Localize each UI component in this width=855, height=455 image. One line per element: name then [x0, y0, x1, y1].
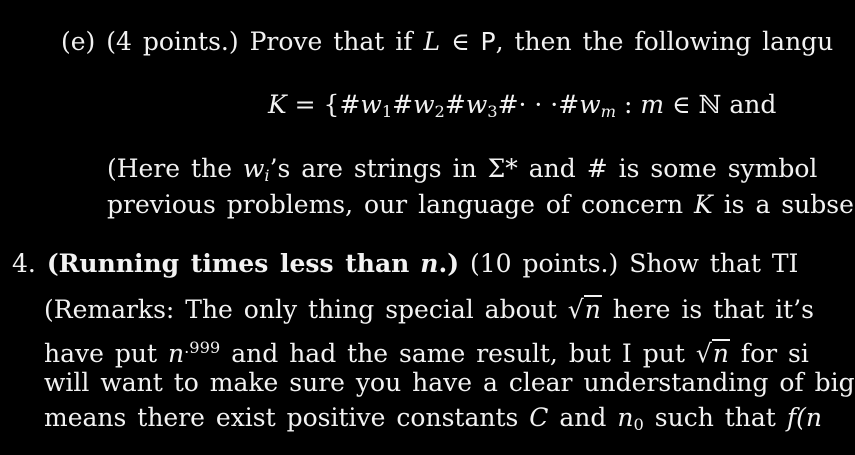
problem-4-title-end: .) — [438, 249, 460, 278]
sqrt-symbol-icon: √ — [695, 338, 712, 368]
remarks-l1-b: here is that it’s — [612, 295, 814, 324]
remarks-l2-c: for si — [740, 338, 809, 368]
note-line2-a: previous problems, our language of concern — [107, 190, 684, 219]
note-line2-b: is a subse — [723, 190, 854, 219]
eq-hash-1: # — [339, 90, 361, 119]
remarks-l4-n0: n — [617, 403, 634, 432]
eq-wm: w — [579, 90, 601, 119]
note-sub-i: i — [264, 166, 270, 186]
language-K-equation — [268, 90, 776, 127]
sqrt-n-1-radicand: n — [584, 295, 601, 324]
note-line-2 — [107, 190, 854, 220]
eq-equals-brace: = { — [294, 90, 340, 119]
remarks-l4-C: C — [529, 403, 549, 432]
sqrt-n-2 — [696, 339, 730, 369]
note-open: (Here the — [107, 154, 232, 183]
eq-sub-1: 1 — [381, 102, 393, 122]
remarks-line-3 — [44, 368, 855, 398]
remarks-l4-b: such that — [654, 403, 776, 432]
eq-w3: w — [465, 90, 488, 119]
math-class-P: P — [480, 27, 496, 56]
remarks-l4-a: means there exist positive constants — [44, 403, 519, 432]
eq-m: m — [640, 90, 665, 119]
note-wi: w — [242, 154, 265, 183]
remarks-line-4 — [44, 403, 822, 440]
remarks-l4-f: f — [786, 403, 797, 432]
remarks-l1-a: (Remarks: The only thing special about — [44, 295, 557, 324]
remarks-line-1 — [44, 295, 814, 325]
remarks-l4-and: and — [559, 403, 607, 432]
problem-4-heading — [12, 249, 798, 279]
remarks-l4-sub0: 0 — [633, 415, 644, 435]
remarks-l2-a: have put — [44, 338, 158, 368]
eq-K: K — [268, 90, 287, 119]
eq-and: and — [729, 90, 777, 119]
math-in: ∈ — [451, 27, 470, 56]
part-e-points: (4 points.) — [106, 27, 239, 56]
part-e-text-a: Prove that if — [249, 27, 413, 56]
part-e-text-b: , then the following langu — [495, 27, 834, 56]
eq-hash-5: # — [558, 90, 580, 119]
part-e-label: (e) — [61, 27, 96, 56]
problem-4-points: (10 points.) — [469, 249, 619, 278]
eq-sub-m: m — [600, 102, 617, 122]
problem-4-title-n: n — [420, 249, 439, 278]
remarks-line-2 — [44, 333, 809, 369]
eq-hash-3: # — [444, 90, 466, 119]
note-rest: ’s are strings in Σ* and # is some symbol — [269, 154, 818, 183]
sqrt-n-1 — [568, 295, 602, 325]
eq-hash-2: # — [392, 90, 414, 119]
remarks-l2-n: n — [167, 338, 185, 368]
remarks-l2-exp: .999 — [184, 338, 221, 357]
remarks-l2-b: and had the same result, but I put — [231, 338, 685, 368]
eq-w2: w — [413, 90, 435, 119]
problem-4-text: Show that TI — [629, 249, 799, 278]
eq-dots: · · · — [518, 90, 559, 119]
problem-4-title: (Running times less than — [46, 249, 410, 278]
note-line-1 — [107, 154, 817, 191]
note-line2-K: K — [694, 190, 713, 219]
part-e-line — [61, 27, 833, 57]
eq-colon: : — [616, 90, 641, 119]
eq-naturals: ℕ — [698, 90, 722, 119]
problem-4-number: 4. — [12, 249, 36, 278]
eq-sub-3: 3 — [487, 102, 498, 122]
eq-in: ∈ — [672, 90, 691, 119]
eq-sub-2: 2 — [434, 102, 445, 122]
sqrt-symbol-icon: √ — [567, 295, 584, 324]
math-L: L — [423, 27, 441, 56]
remarks-l3: will want to make sure you have a clear understanding of big — [44, 368, 855, 397]
eq-hash-4: # — [497, 90, 519, 119]
eq-w1: w — [360, 90, 382, 119]
remarks-l4-paren: (n — [796, 403, 822, 432]
sqrt-n-2-radicand: n — [712, 338, 729, 368]
